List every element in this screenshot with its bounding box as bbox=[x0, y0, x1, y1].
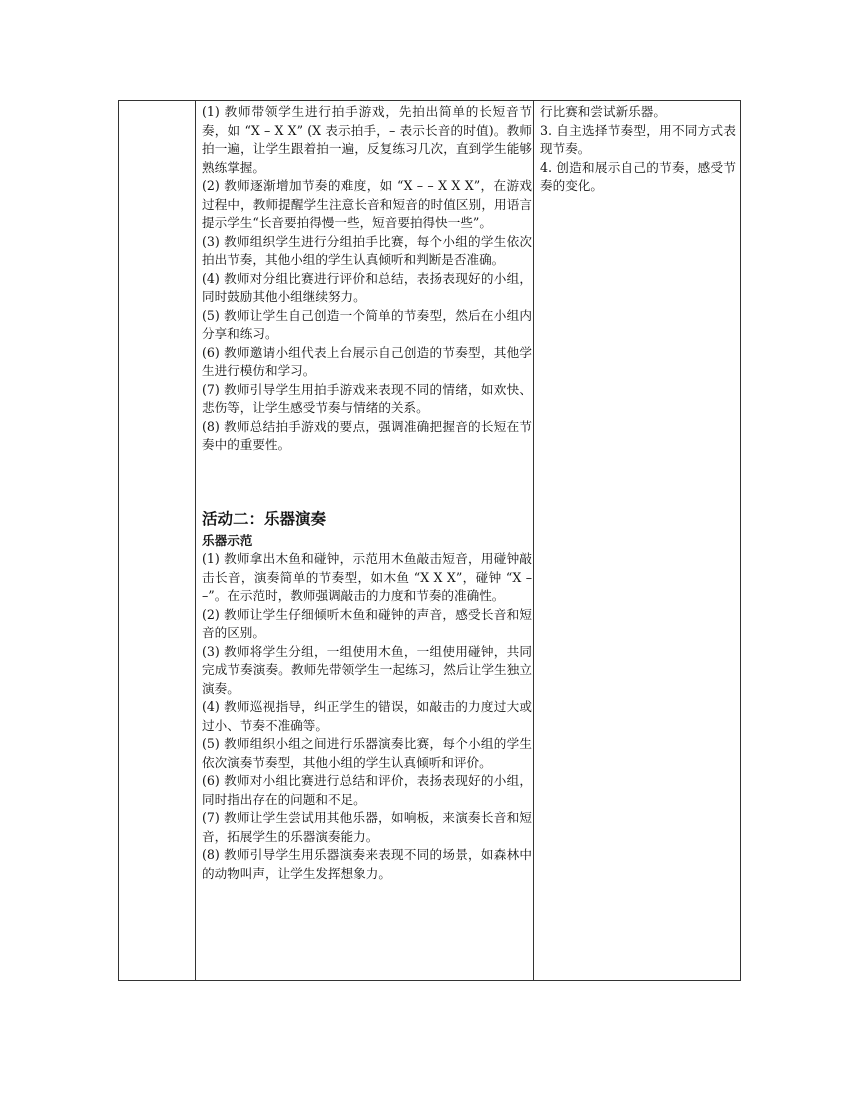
lesson-plan-table bbox=[118, 100, 741, 981]
activity2-step-4: (4) 教师巡视指导，纠正学生的错误，如敲击的力度过大或过小、节奏不准确等。 bbox=[202, 699, 532, 733]
column-divider-right bbox=[533, 101, 534, 980]
activity2-subheading: 乐器示范 bbox=[202, 532, 253, 548]
activity1-step-7: (7) 教师引导学生用拍手游戏来表现不同的情绪，如欢快、悲伤等，让学生感受节奏与情绪的关系。 bbox=[202, 381, 532, 415]
activity2-step-8: (8) 教师引导学生用乐器演奏来表现不同的场景，如森林中的动物叫声，让学生发挥想象力。 bbox=[202, 847, 532, 881]
activity1-step-1: (1) 教师带领学生进行拍手游戏，先拍出简单的长短音节奏，如 “X – X X” (X 表示拍手，– 表示长音的时值)。教师拍一遍，让学生跟着拍一遍，反复练习几次，直到学生能够熟练掌握。 bbox=[202, 104, 532, 175]
activity2-step-6: (6) 教师对小组比赛进行总结和评价，表扬表现好的小组，同时指出存在的问题和不足。 bbox=[202, 773, 532, 807]
activity1-step-5: (5) 教师让学生自己创造一个简单的节奏型，然后在小组内分享和练习。 bbox=[202, 307, 532, 341]
activity2-step-1: (1) 教师拿出木鱼和碰钟，示范用木鱼敲击短音，用碰钟敲击长音，演奏简单的节奏型，如木鱼 “X X X”，碰钟 “X – –”。在示范时，教师强调敲击的力度和节奏的准确性。 bbox=[202, 551, 532, 603]
activity2-step-2: (2) 教师让学生仔细倾听木鱼和碰钟的声音，感受长音和短音的区别。 bbox=[202, 606, 532, 640]
student-item-3: 3. 自主选择节奏型，用不同方式表现节奏。 bbox=[540, 122, 736, 156]
student-item-4: 4. 创造和展示自己的节奏，感受节奏的变化。 bbox=[540, 159, 736, 193]
activity1-step-6: (6) 教师邀请小组代表上台展示自己创造的节奏型，其他学生进行模仿和学习。 bbox=[202, 344, 532, 378]
activity1-step-2: (2) 教师逐渐增加节奏的难度，如 “X – – X X X”，在游戏过程中，教师提醒学生注意长音和短音的时值区别，用语言提示学生“长音要拍得慢一些，短音要拍得快一些”。 bbox=[202, 178, 532, 230]
teacher-activities-cell bbox=[202, 103, 532, 883]
column-divider-left bbox=[195, 101, 196, 980]
activity2-step-7: (7) 教师让学生尝试用其他乐器，如响板，来演奏长音和短音，拓展学生的乐器演奏能力。 bbox=[202, 810, 532, 844]
section-spacer bbox=[202, 455, 532, 509]
activity1-step-4: (4) 教师对分组比赛进行评价和总结，表扬表现好的小组，同时鼓励其他小组继续努力。 bbox=[202, 270, 532, 304]
activity2-heading: 活动二：乐器演奏 bbox=[202, 509, 327, 528]
activity1-step-3: (3) 教师组织学生进行分组拍手比赛，每个小组的学生依次拍出节奏，其他小组的学生认真倾听和判断是否准确。 bbox=[202, 233, 532, 267]
activity1-step-8: (8) 教师总结拍手游戏的要点，强调准确把握音的长短在节奏中的重要性。 bbox=[202, 418, 532, 452]
activity2-step-5: (5) 教师组织小组之间进行乐器演奏比赛，每个小组的学生依次演奏节奏型，其他小组的学生认真倾听和评价。 bbox=[202, 736, 532, 770]
student-activities-cell bbox=[540, 103, 736, 196]
activity2-step-3: (3) 教师将学生分组，一组使用木鱼，一组使用碰钟，共同完成节奏演奏。教师先带领学生一起练习，然后让学生独立演奏。 bbox=[202, 643, 532, 696]
student-item-continued: 行比赛和尝试新乐器。 bbox=[540, 104, 666, 119]
